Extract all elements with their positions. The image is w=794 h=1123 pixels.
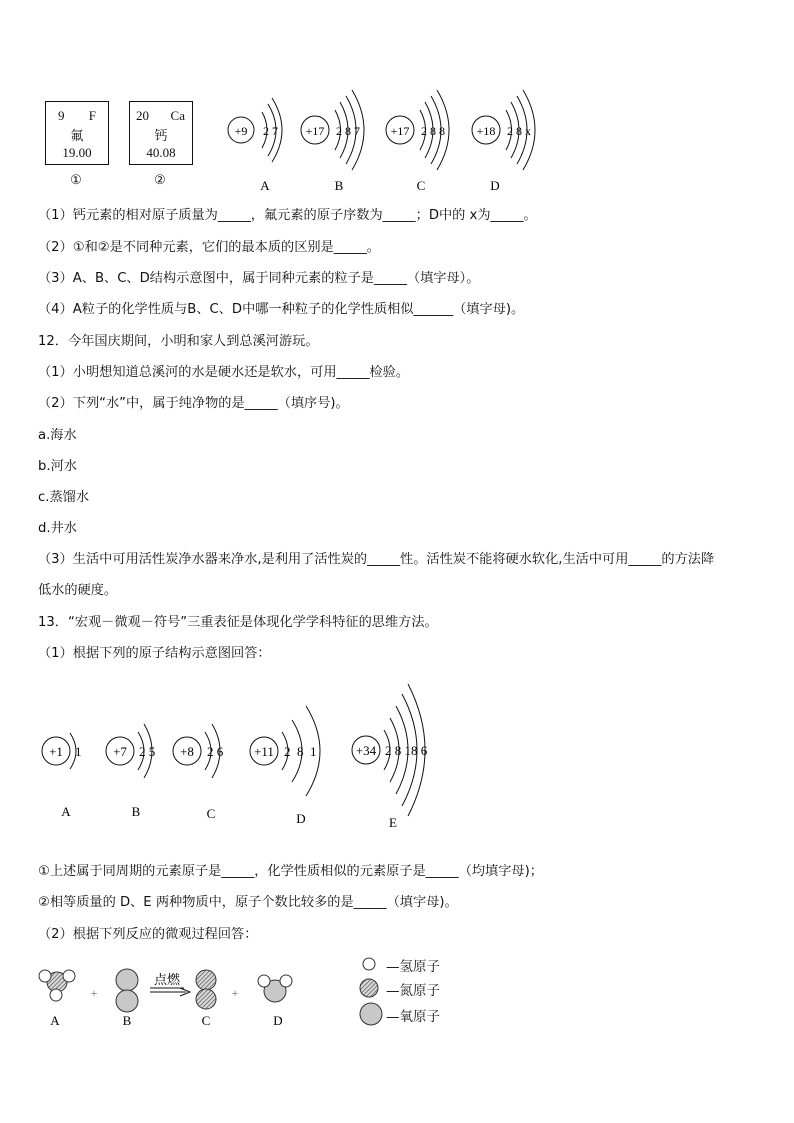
molecule-label: C: [201, 1013, 211, 1028]
atom-label: B: [334, 178, 344, 193]
element-symbol: Ca: [170, 108, 185, 123]
shell-electrons: 2 5: [139, 744, 156, 759]
atom-label: E: [389, 815, 397, 830]
atom-diagram-c: [173, 724, 224, 821]
legend-oxygen: —氧原子: [386, 1009, 440, 1025]
q11-atom-diagrams: [0, 80, 794, 200]
caption-2: ②: [154, 172, 166, 187]
q11-sub1: （1）钙元素的相对原子质量为_____，氟元素的原子序数为_____；D中的 x为_____。: [38, 208, 537, 223]
plus-sign: +: [231, 986, 239, 1000]
shell-electrons: 2 8 18 6: [385, 743, 428, 758]
q12-option-a: a.海水: [38, 428, 77, 443]
q13-sub1-part1: ①上述属于同周期的元素原子是_____，化学性质相似的元素原子是_____（均填字母)；: [38, 864, 543, 879]
nucleus-label: +8: [180, 744, 194, 759]
q12-sub3: （3）生活中可用活性炭净水器来净水,是利用了活性炭的_____性。活性炭不能将硬水软化,生活中可用_____的方法降: [38, 552, 715, 567]
atom-diagram-b: [106, 724, 155, 819]
legend-nitrogen: —氮原子: [386, 983, 440, 999]
molecule-b: [116, 969, 138, 1028]
shell-electrons: 2 7: [263, 124, 278, 138]
molecule-label: D: [273, 1013, 283, 1028]
reaction-condition: 点燃: [153, 972, 181, 987]
atom-label: C: [416, 178, 426, 193]
nucleus-label: +17: [305, 124, 325, 138]
atom-diagram-a: [228, 98, 282, 193]
q13-sub1: （1）根据下列的原子结构示意图回答：: [38, 646, 271, 661]
shell-electrons: 1: [75, 744, 82, 759]
q13-sub1-part2: ②相等质量的 D、E 两种物质中，原子个数比较多的是_____（填字母)。: [38, 895, 458, 910]
molecule-label: B: [122, 1013, 132, 1028]
molecule-label: A: [50, 1013, 60, 1028]
nucleus-label: +9: [234, 124, 248, 138]
q12-option-b: b.河水: [38, 459, 77, 474]
atom-diagram-d: [472, 90, 535, 193]
atom-label: C: [206, 806, 216, 821]
hydrogen-atom-legend-icon: [363, 958, 375, 970]
nucleus-label: +34: [355, 743, 377, 758]
atomic-mass: 19.00: [62, 145, 92, 160]
q13-atom-diagrams: [0, 680, 794, 840]
plus-sign: +: [90, 986, 98, 1000]
atomic-mass: 40.08: [146, 145, 176, 160]
q12-option-d: d.井水: [38, 521, 77, 536]
atom-diagram-b: [301, 90, 364, 193]
atom-diagram-e: [352, 684, 428, 830]
nucleus-label: +1: [49, 744, 63, 759]
atomic-number: 20: [136, 108, 149, 123]
nitrogen-atom-legend-icon: [360, 979, 378, 997]
atom-diagram-a: [42, 733, 82, 819]
q11-sub2: （2）①和②是不同种元素，它们的最本质的区别是_____。: [38, 240, 380, 255]
q12-sub3-cont: 低水的硬度。: [38, 583, 118, 598]
q13-sub2: （2）根据下列反应的微观过程回答：: [38, 927, 258, 942]
atom-label: B: [131, 804, 141, 819]
shell-electrons: 2 6: [207, 744, 224, 759]
q13-stem: 13．“宏观－微观－符号”三重表征是体现化学学科特征的思维方法。: [38, 615, 438, 630]
legend-hydrogen: —氢原子: [386, 959, 440, 975]
nucleus-label: +11: [254, 744, 274, 759]
atom-label: D: [296, 811, 306, 826]
caption-1: ①: [70, 172, 82, 187]
molecule-d: [258, 975, 292, 1028]
q12-sub2: （2）下列“水”中，属于纯净物的是_____（填序号)。: [38, 396, 349, 411]
oxygen-atom-legend-icon: [360, 1003, 382, 1025]
atom-label: D: [490, 178, 500, 193]
q12-stem: 12．今年国庆期间，小明和家人到总溪河游玩。: [38, 334, 319, 349]
element-name: 氟: [70, 129, 84, 144]
atomic-number: 9: [58, 108, 65, 123]
atom-label: A: [260, 178, 270, 193]
atom-label: A: [61, 804, 71, 819]
shell-electrons: 2 8 7: [336, 124, 360, 138]
q12-sub1: （1）小明想知道总溪河的水是硬水还是软水，可用_____检验。: [38, 365, 410, 380]
nucleus-label: +17: [390, 124, 410, 138]
shell-electrons: 2 8 8: [421, 124, 445, 138]
nucleus-label: +18: [476, 124, 496, 138]
shell-electrons: 2 8 1: [284, 744, 317, 759]
q11-sub3: （3）A、B、C、D结构示意图中，属于同种元素的粒子是_____（填字母）。: [38, 271, 480, 286]
atom-diagram-d: [250, 706, 320, 826]
atom-diagram-c: [386, 90, 449, 193]
molecule-a: [39, 970, 75, 1028]
q12-option-c: c.蒸馏水: [38, 490, 90, 505]
shell-electrons: 2 8 x: [507, 124, 531, 138]
q11-sub4: （4）A粒子的化学性质与B、C、D中哪一种粒子的化学性质相似______（填字母)。: [38, 302, 525, 317]
element-name: 钙: [154, 129, 168, 144]
reaction-arrow: [150, 972, 190, 996]
nucleus-label: +7: [113, 744, 127, 759]
molecule-c: [196, 970, 216, 1028]
element-symbol: F: [88, 108, 96, 123]
